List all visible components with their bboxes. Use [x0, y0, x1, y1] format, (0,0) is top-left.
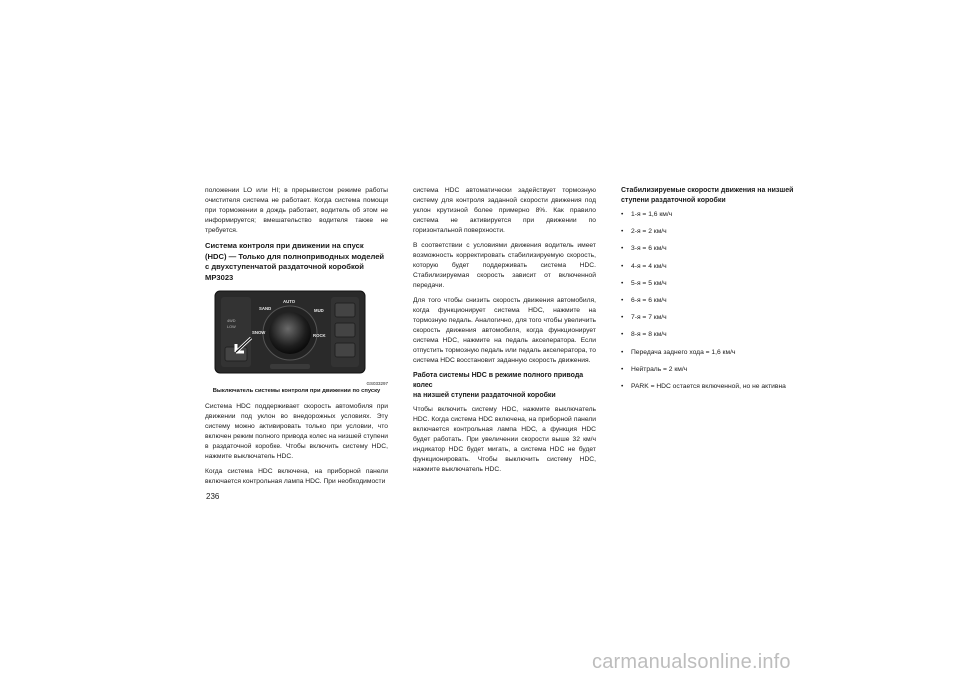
list-item-text: 1-я = 1,6 км/ч	[631, 211, 673, 218]
list-item-text: 4-я = 4 км/ч	[631, 262, 667, 270]
list-item	[621, 382, 804, 392]
middle-column	[413, 186, 596, 480]
figure-id: GS033297	[366, 381, 388, 386]
right-column	[621, 186, 804, 399]
paragraph: Система HDC поддерживает скорость автомобиля при движении под уклон во внедорожных условиях. Эту систему можно активировать только при условии, что включен режим полного привода колес на низшей ступени в раздаточной коробке. Чтобы включить систему HDC, нажмите выключатель HDC.	[205, 403, 388, 460]
list-item	[621, 365, 804, 375]
bullet: •	[621, 279, 624, 287]
list-item-text: 6-я = 6 км/ч	[631, 296, 667, 304]
paragraph: система HDC автоматически задействует тормозную систему для контроля заданной скорости движения под уклон крутизной более примерно 8%. Как правило система не активируется при движении по горизонтальной поверхности.	[413, 187, 596, 234]
label-low: LOW	[227, 325, 236, 329]
label-sand: SAND	[259, 306, 272, 311]
list-item-text: 8-я = 8 км/ч	[631, 331, 667, 339]
bullet: •	[621, 382, 624, 390]
bullet: •	[621, 211, 624, 218]
bullet: •	[621, 296, 624, 304]
speed-list	[621, 210, 804, 392]
label-4wd: 4WD	[227, 319, 236, 323]
bullet: •	[621, 348, 624, 356]
page-number: 236	[206, 492, 220, 501]
list-item-text: 5-я = 5 км/ч	[631, 279, 667, 287]
list-item-text: 2-я = 2 км/ч	[631, 228, 667, 236]
section-heading-hdc	[205, 241, 388, 283]
list-item-text: PARK = HDC остается включенной, но не активна	[631, 382, 786, 390]
list-item-text: Нейтраль = 2 км/ч	[631, 365, 688, 373]
paragraph: Чтобы включить систему HDC, нажмите выключатель HDC. Когда система HDC включена, на приборной панели включается контрольная лампа HDC, а функция HDC будет работать. При увеличении скорости выше 32 км/ч индикатор HDC будет мигать, а система HDC не будет функционировать. Чтобы выключить систему HDC, нажмите выключатель HDC.	[413, 406, 596, 473]
heading-line: Стабилизируемые скорости движения на низшей	[621, 187, 794, 194]
paragraph: Когда система HDC включена, на приборной панели включается контрольная лампа HDC. При необходимости	[205, 468, 388, 485]
section-heading-speeds	[621, 186, 804, 206]
left-column	[205, 186, 388, 492]
heading-line: на низшей ступени раздаточной коробки	[413, 392, 556, 399]
bullet: •	[621, 245, 624, 253]
list-item-text: Передача заднего хода = 1,6 км/ч	[631, 348, 736, 356]
watermark-link[interactable]: carmanualsonline.info	[592, 651, 791, 673]
heading-line: ступени раздаточной коробки	[621, 197, 726, 204]
label-rock: ROCK	[313, 333, 326, 338]
paragraph: В соответствии с условиями движения водитель имеет возможность корректировать стабилизируемую скорость, которую будет поддерживать система HDC. Стабилизируемая скорость зависит от включенной передачи.	[413, 242, 596, 289]
list-item-text: 3-я = 6 км/ч	[631, 245, 667, 253]
bullet: •	[621, 365, 624, 373]
bullet: •	[621, 331, 624, 339]
list-item	[621, 279, 804, 289]
figure-caption: Выключатель системы контроля при движении по спуску	[212, 388, 381, 394]
hdc-switch-figure	[205, 289, 388, 387]
paragraph: Для того чтобы снизить скорость движения автомобиля, когда функционирует система HDC, нажмите на тормозную педаль. Аналогично, для того чтобы увеличить скорость движения автомобиля, когда функционирует система HDC, нажмите на педаль акселератора. Если отпустить тормозную педаль или педаль акселератора, то система HDC восстановит заданную скорость движения.	[413, 297, 596, 364]
intro-paragraph: положении LO или HI; в прерывистом режиме работы очистителя система не работает. Когда система помощи при торможении в дождь работает, водитель об этом не информируется; вмешательство водителя также не требуется.	[205, 187, 388, 234]
terrain-control-panel-image	[205, 289, 388, 375]
list-item	[621, 296, 804, 306]
heading-line: с двухступенчатой раздаточной коробкой MP3023	[205, 262, 364, 282]
section-heading-4wd-low	[413, 371, 596, 401]
label-auto: AUTO	[283, 299, 296, 304]
list-item	[621, 313, 804, 323]
bullet: •	[621, 314, 624, 322]
terrain-selector-knob	[269, 312, 311, 354]
label-mud: MUD	[314, 308, 324, 313]
label-snow: SNOW	[252, 330, 266, 335]
bullet: •	[621, 228, 624, 236]
list-item	[621, 262, 804, 272]
list-item	[621, 330, 804, 340]
bullet: •	[621, 262, 624, 270]
list-item	[621, 348, 804, 358]
list-item-text: 7-я = 7 км/ч	[631, 314, 667, 322]
heading-line: Система контроля при движении на спуск	[205, 241, 364, 250]
list-item	[621, 244, 804, 254]
list-item	[621, 227, 804, 237]
heading-line: (HDC) — Только для полноприводных моделей	[205, 251, 385, 261]
list-item	[621, 210, 804, 220]
heading-line: Работа системы HDC в режиме полного привода колес	[413, 372, 584, 389]
